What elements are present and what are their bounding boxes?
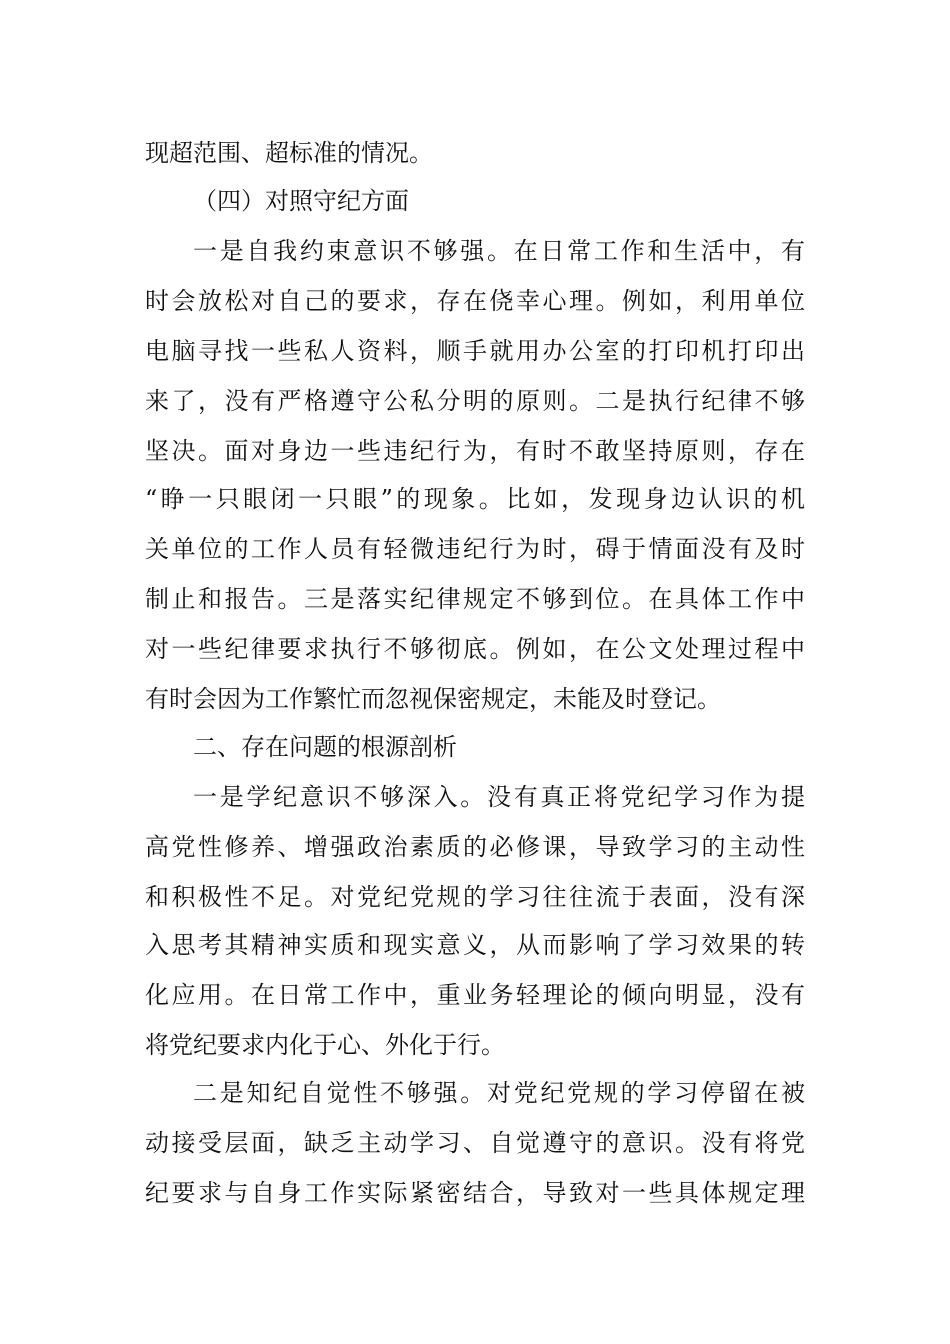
text-line: 动接受层面，缺乏主动学习、自觉遵守的意识。没有将党	[145, 1129, 805, 1157]
text-line: 对一些纪律要求执行不够彻底。例如，在公文处理过程中	[145, 635, 805, 663]
text-line: 现超范围、超标准的情况。	[145, 139, 433, 167]
text-line: 纪要求与自身工作实际紧密结合，导致对一些具体规定理	[145, 1179, 805, 1207]
section-heading: 二、存在问题的根源剖析	[193, 733, 457, 761]
text-line: 关单位的工作人员有轻微违纪行为时，碍于情面没有及时	[145, 535, 805, 563]
text-line: 坚决。面对身边一些违纪行为，有时不敢坚持原则，存在	[145, 437, 805, 465]
section-heading: （四）对照守纪方面	[193, 187, 409, 215]
text-line: 有时会因为工作繁忙而忽视保密规定，未能及时登记。	[145, 685, 721, 713]
text-line: 高党性修养、增强政治素质的必修课，导致学习的主动性	[145, 833, 805, 861]
text-line: 时会放松对自己的要求，存在侥幸心理。例如，利用单位	[145, 287, 805, 315]
text-line: 化应用。在日常工作中，重业务轻理论的倾向明显，没有	[145, 981, 805, 1009]
paragraph-first-line: 一是自我约束意识不够强。在日常工作和生活中，有	[193, 237, 805, 265]
text-line: 来了，没有严格遵守公私分明的原则。二是执行纪律不够	[145, 387, 805, 415]
paragraph-first-line: 二是知纪自觉性不够强。对党纪党规的学习停留在被	[193, 1079, 805, 1107]
paragraph-first-line: 一是学纪意识不够深入。没有真正将党纪学习作为提	[193, 783, 805, 811]
text-line: 制止和报告。三是落实纪律规定不够到位。在具体工作中	[145, 585, 805, 613]
text-line: 和积极性不足。对党纪党规的学习往往流于表面，没有深	[145, 883, 805, 911]
text-line: 入思考其精神实质和现实意义，从而影响了学习效果的转	[145, 931, 805, 959]
text-line: 电脑寻找一些私人资料，顺手就用办公室的打印机打印出	[145, 337, 805, 365]
text-line: 将党纪要求内化于心、外化于行。	[145, 1031, 505, 1059]
text-line: “睁一只眼闭一只眼”的现象。比如，发现身边认识的机	[145, 485, 805, 513]
